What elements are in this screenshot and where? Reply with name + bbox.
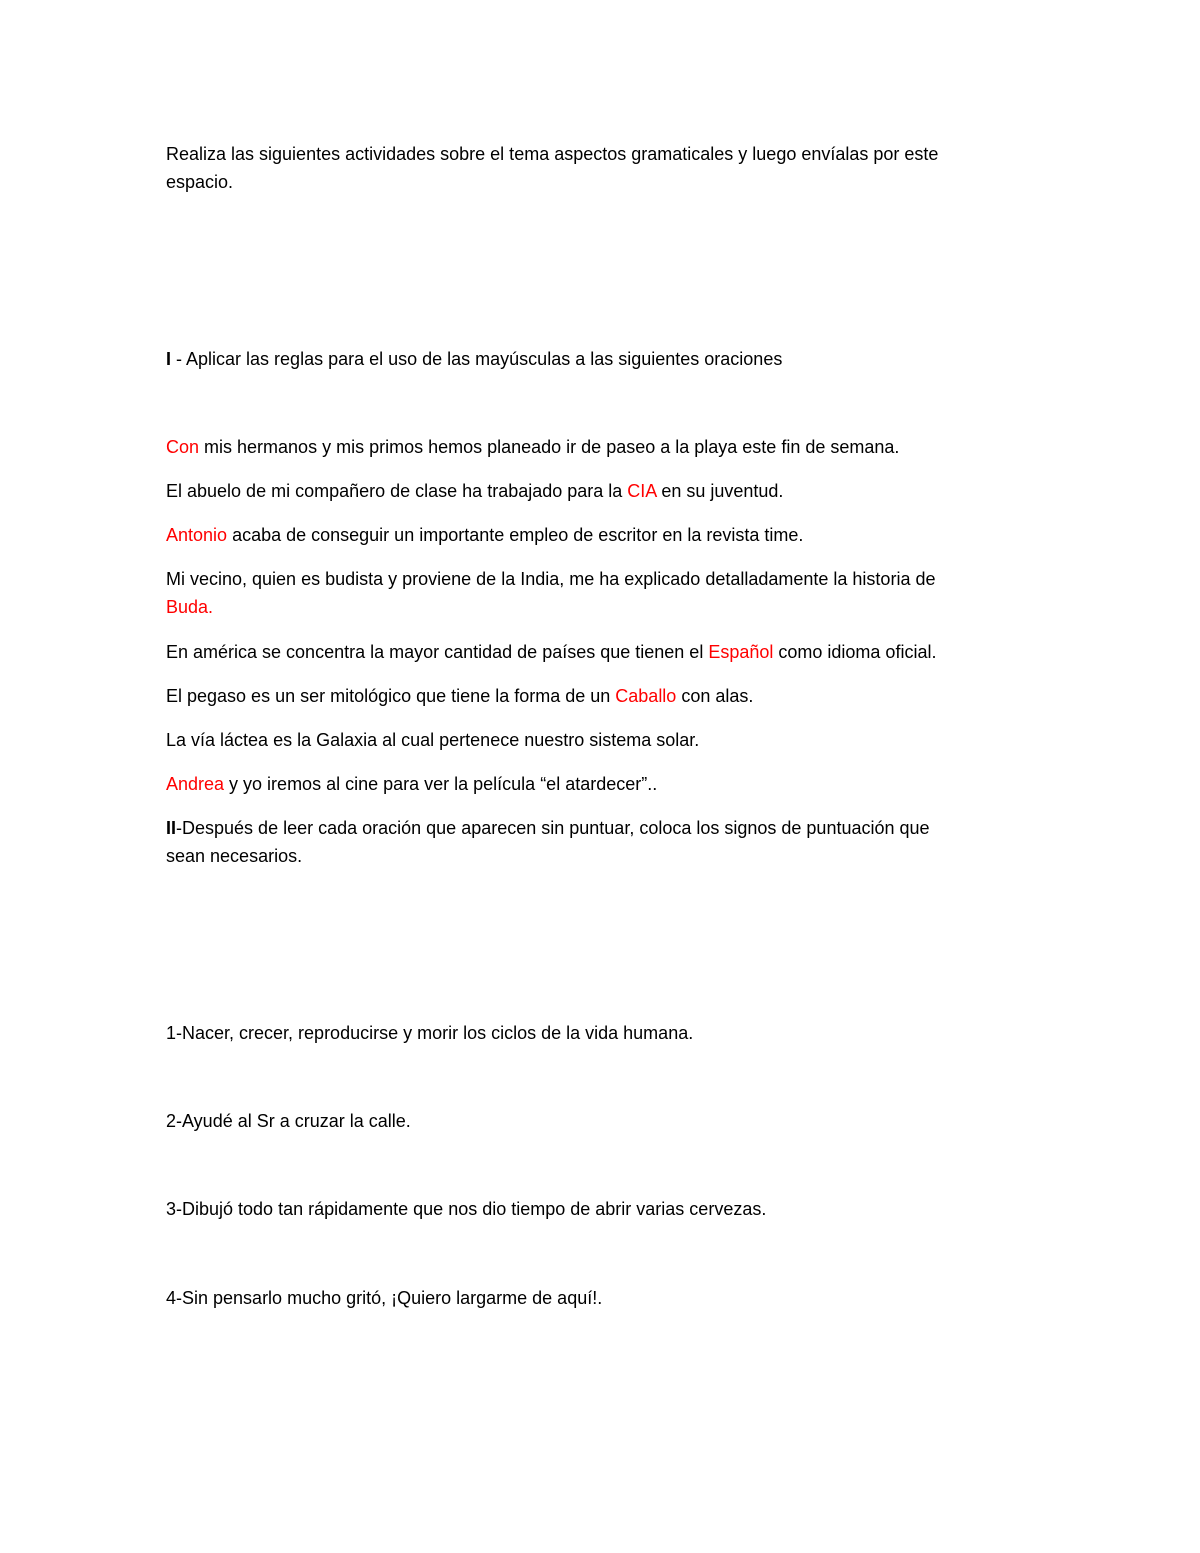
sentence-2-red-word: CIA — [627, 481, 657, 501]
sentence-5-red-word: Español — [708, 642, 774, 662]
sentence-8-red-word: Andrea — [166, 774, 225, 794]
exercise-2: 2-Ayudé al Sr a cruzar la calle. — [166, 1111, 411, 1131]
section-1-numeral: I — [166, 349, 172, 369]
sentence-3 — [166, 521, 1046, 549]
exercise-4: 4-Sin pensarlo mucho gritó, ¡Quiero largarme de aquí!. — [166, 1288, 603, 1308]
sentence-5-before: En américa se concentra la mayor cantidad de países que tienen el — [166, 642, 709, 662]
sentence-6-red-word: Caballo — [615, 686, 677, 706]
sentence-2-after: en su juventud. — [656, 481, 784, 501]
sentence-4-line-2 — [166, 593, 1046, 621]
sentence-8-text: y yo iremos al cine para ver la película “el atardecer”.. — [224, 774, 658, 794]
sentence-3-text: acaba de conseguir un importante empleo de escritor en la revista time. — [227, 525, 804, 545]
sentence-1-red-word: Con — [166, 437, 200, 457]
sentence-5-after: como idioma oficial. — [773, 642, 937, 662]
section-2-numeral: II — [166, 818, 177, 838]
intro-line-1: Realiza las siguientes actividades sobre el tema aspectos gramaticales y luego envíalas por este — [166, 144, 939, 164]
sentence-6-after: con alas. — [676, 686, 754, 706]
sentence-1-text: mis hermanos y mis primos hemos planeado ir de paseo a la playa este fin de semana. — [199, 437, 900, 457]
sentence-5 — [166, 638, 1046, 666]
section-1-heading — [166, 345, 1046, 373]
sentence-7: La vía láctea es la Galaxia al cual pertenece nuestro sistema solar. — [166, 730, 700, 750]
exercise-1: 1-Nacer, crecer, reproducirse y morir los ciclos de la vida humana. — [166, 1023, 694, 1043]
section-2-heading — [166, 814, 1046, 842]
sentence-2 — [166, 477, 1046, 505]
sentence-8 — [166, 770, 1046, 798]
sentence-2-before: El abuelo de mi compañero de clase ha trabajado para la — [166, 481, 628, 501]
exercise-3: 3-Dibujó todo tan rápidamente que nos dio tiempo de abrir varias cervezas. — [166, 1199, 767, 1219]
section-2-title-line-2: sean necesarios. — [166, 846, 303, 866]
sentence-6-before: El pegaso es un ser mitológico que tiene la forma de un — [166, 686, 616, 706]
section-1-title: - Aplicar las reglas para el uso de las mayúsculas a las siguientes oraciones — [171, 349, 783, 369]
sentence-6 — [166, 682, 1046, 710]
sentence-3-red-word: Antonio — [166, 525, 228, 545]
section-2-title-line-1: -Después de leer cada oración que aparecen sin puntuar, coloca los signos de puntuación que — [176, 818, 930, 838]
sentence-4-line-1: Mi vecino, quien es budista y proviene de la India, me ha explicado detalladamente la historia de — [166, 569, 936, 589]
sentence-1 — [166, 433, 1046, 461]
intro-line-2: espacio. — [166, 172, 234, 192]
sentence-4-red-word: Buda. — [166, 597, 214, 617]
